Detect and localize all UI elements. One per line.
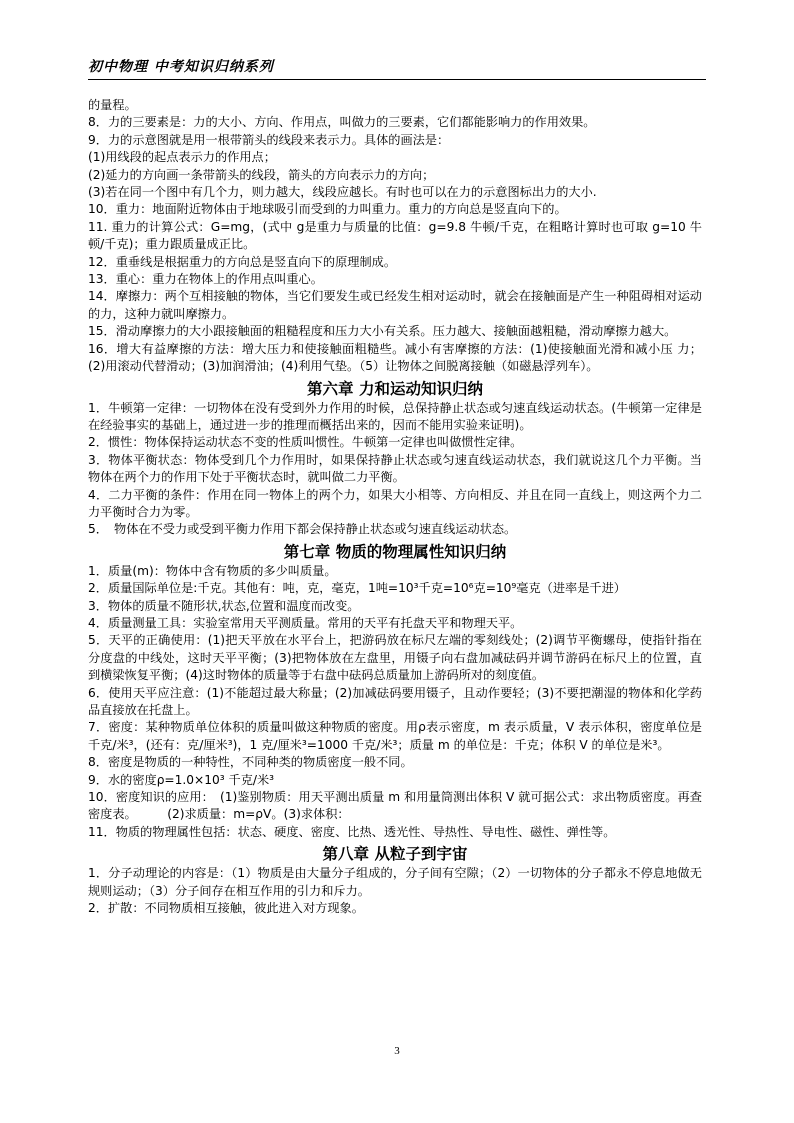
chapter-heading: 第七章 物质的物理属性知识归纳: [283, 541, 507, 561]
document-body: [88, 97, 702, 917]
paragraph: 12．重垂线是根据重力的方向总是竖直向下的原理制成。: [88, 254, 397, 269]
paragraph: 9．水的密度ρ=1.0×10³ 千克/米³: [88, 772, 275, 787]
paragraph: 的量程。: [88, 98, 137, 112]
header-title: 初中物理 中考知识归纳系列: [88, 59, 274, 75]
paragraph: 9．力的示意图就是用一根带箭头的线段来表示力。具体的画法是：: [88, 132, 450, 147]
paragraph: 2．质量国际单位是:千克。其他有：吨，克，毫克，1吨=10³千克=10⁶克=10⁹毫克（进率是千进）: [88, 581, 626, 596]
paragraph: 1．牛顿第一定律：一切物体在没有受到外力作用的时候，总保持静止状态或匀速直线运动状态。(牛顿第一定律是在经验事实的基础上，通过进一步的推理而概括出来的，因而不能用实验来证明)。: [88, 400, 702, 432]
paragraph: 4．质量测量工具：实验室常用天平测质量。常用的天平有托盘天平和物理天平。: [88, 615, 523, 630]
paragraph: 11. 重力的计算公式：G=mg，(式中 g是重力与质量的比值：g=9.8 牛顿/千克，在粗略计算时也可取 g=10 牛顿/千克)；重力跟质量成正比。: [88, 219, 702, 252]
paragraph: 16．增大有益摩擦的方法：增大压力和使接触面粗糙些。减小有害摩擦的方法：(1)使接触面光滑和减小压 力；(2)用滚动代替滑动；(3)加润滑油；(4)利用气垫。（5）让物体之间脱离接触（如磁悬浮列车）。: [88, 341, 702, 374]
page-number: 3: [394, 1045, 400, 1057]
paragraph: 4．二力平衡的条件：作用在同一物体上的两个力，如果大小相等、方向相反、并且在同一直线上，则这两个力二力平衡时合力为零。: [88, 487, 702, 519]
paragraph: 8．密度是物质的一种特性，不同种类的物质密度一般不同。: [88, 755, 413, 770]
paragraph: 15．滑动摩擦力的大小跟接触面的粗糙程度和压力大小有关系。压力越大、接触面越粗糙，滑动摩擦力越大。: [88, 324, 677, 339]
paragraph: 1．分子动理论的内容是：（1）物质是由大量分子组成的，分子间有空隙；（2）一切物体的分子都永不停息地做无规则运动；（3）分子间存在相互作用的引力和斥力。: [88, 866, 702, 898]
paragraph: 10．密度知识的应用： (1)鉴别物质：用天平测出质量 m 和用量筒测出体积 V 就可据公式：求出物质密度。再查密度表。 (2)求质量：m=ρV。(3)求体积：: [88, 790, 702, 822]
paragraph: 5． 物体在不受力或受到平衡力作用下都会保持静止状态或匀速直线运动状态。: [88, 522, 517, 537]
paragraph: (3)若在同一个图中有几个力，则力越大，线段应越长。有时也可以在力的示意图标出力的大小.: [88, 185, 597, 200]
paragraph: 2．惯性：物体保持运动状态不变的性质叫惯性。牛顿第一定律也叫做惯性定律。: [88, 435, 523, 450]
paragraph: 13．重心：重力在物体上的作用点叫重心。: [88, 272, 323, 287]
paragraph: 6．使用天平应注意：(1)不能超过最大称量；(2)加减砝码要用镊子，且动作要轻；(3)不要把潮湿的物体和化学药品直接放在托盘上。: [88, 685, 702, 717]
paragraph: 3．物体平衡状态：物体受到几个力作用时，如果保持静止状态或匀速直线运动状态，我们就说这几个力平衡。当物体在两个力的作用下处于平衡状态时，就叫做二力平衡。: [88, 452, 702, 485]
chapter-heading: 第六章 力和运动知识归纳: [307, 378, 483, 398]
paragraph: 8．力的三要素是：力的大小、方向、作用点，叫做力的三要素，它们都能影响力的作用效果。: [88, 115, 596, 130]
paragraph: 5．天平的正确使用：(1)把天平放在水平台上，把游码放在标尺左端的零刻线处；(2)调节平衡螺母，使指针指在分度盘的中线处，这时天平平衡；(3)把物体放在左盘里，用镊子向右盘加减砝码并调节游码在标尺上的位置，直到横梁恢复平衡；(4)这时物体的质量等于右盘中砝码总质量加上游码所对的刻度值。: [88, 633, 702, 683]
paragraph: 14．摩擦力：两个互相接触的物体，当它们要发生或已经发生相对运动时，就会在接触面是产生一种阻碍相对运动的力，这种力就叫摩擦力。: [88, 289, 702, 321]
paragraph: (1)用线段的起点表示力的作用点；: [88, 150, 276, 165]
paragraph: 10．重力：地面附近物体由于地球吸引而受到的力叫重力。重力的方向总是竖直向下的。: [88, 202, 567, 217]
chapter-heading: 第八章 从粒子到宇宙: [322, 844, 468, 864]
paragraph: 3．物体的质量不随形状,状态,位置和温度而改变。: [88, 598, 360, 613]
paragraph: 11．物质的物理属性包括：状态、硬度、密度、比热、透光性、导热性、导电性、磁性、弹性等。: [88, 824, 616, 839]
header-rule: [88, 79, 706, 80]
page-header: [88, 56, 706, 76]
paragraph: 1．质量(m)：物体中含有物质的多少叫质量。: [88, 563, 337, 578]
paragraph: (2)延力的方向画一条带箭头的线段，箭头的方向表示力的方向；: [88, 167, 435, 182]
paragraph: 7．密度：某种物质单位体积的质量叫做这种物质的密度。用ρ表示密度，m 表示质量，V 表示体积，密度单位是千克/米³，(还有：克/厘米³)，1 克/厘米³=1000 千克/米³；质量 m 的单位是：千克；体积 V 的单位是米³。: [88, 720, 702, 752]
paragraph: 2．扩散：不同物质相互接触，彼此进入对方现象。: [88, 901, 364, 916]
